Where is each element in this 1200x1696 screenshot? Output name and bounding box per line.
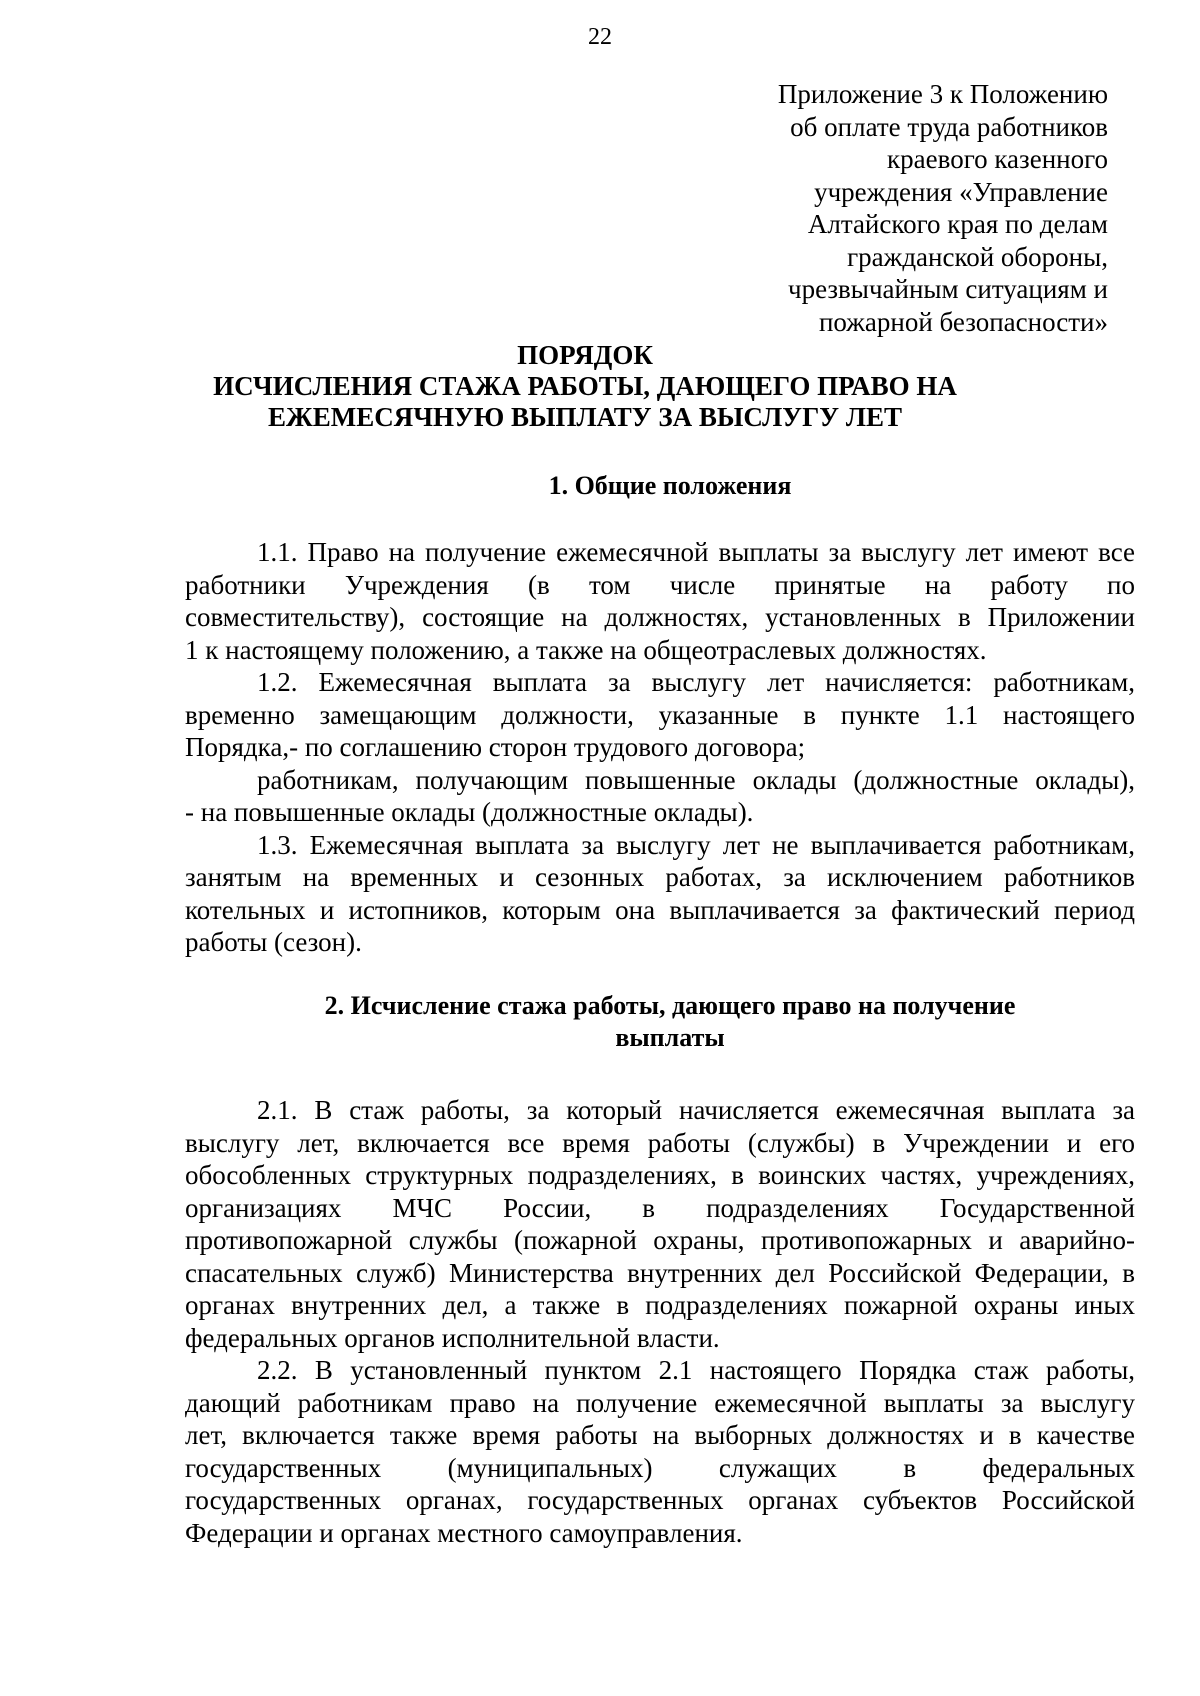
appendix-line: Алтайского края по делам bbox=[807, 209, 1108, 239]
text-line: котельных и истопников, которым она выплачивается за фактический период bbox=[185, 894, 1135, 925]
text-line: работникам, получающим повышенные оклады (должностные оклады), bbox=[257, 764, 1135, 795]
appendix-line: чрезвычайным ситуациям и bbox=[788, 274, 1108, 304]
title-line: ЕЖЕМЕСЯЧНУЮ ВЫПЛАТУ ЗА ВЫСЛУГУ ЛЕТ bbox=[268, 402, 902, 432]
appendix-line: об оплате труда работников bbox=[790, 111, 1108, 142]
text-line: дающий работникам право на получение ежемесячной выплаты за выслугу bbox=[185, 1387, 1135, 1418]
text-line: 1.2. Ежемесячная выплата за выслугу лет начисляется: работникам, bbox=[257, 667, 1135, 697]
text-line: 2.2. В установленный пунктом 2.1 настоящего Порядка стаж работы, bbox=[257, 1355, 1135, 1385]
section-1-heading: 1. Общие положения bbox=[548, 471, 792, 500]
text-line: работники Учреждения (в том числе принятые на работу по bbox=[185, 569, 1135, 600]
text-line: Порядка,- по соглашению сторон трудового договора; bbox=[185, 732, 806, 762]
text-line: противопожарной службы (пожарной охраны, противопожарных и аварийно- bbox=[185, 1225, 1135, 1255]
text-line: 2.1. В стаж работы, за который начисляется ежемесячная выплата за bbox=[257, 1095, 1135, 1125]
title-line: ИСЧИСЛЕНИЯ СТАЖА РАБОТЫ, ДАЮЩЕГО ПРАВО НА bbox=[213, 371, 957, 401]
section-1-body bbox=[185, 536, 1135, 959]
document-title bbox=[150, 340, 1020, 433]
text-line: лет, включается также время работы на выборных должностях и в качестве bbox=[185, 1420, 1135, 1450]
page-number: 22 bbox=[588, 24, 612, 50]
text-line: 1 к настоящему положению, а также на общеотраслевых должностях. bbox=[185, 634, 987, 665]
appendix-line: пожарной безопасности» bbox=[818, 306, 1108, 337]
title-line: ПОРЯДОК bbox=[517, 340, 653, 370]
text-line: федеральных органов исполнительной власти. bbox=[185, 1322, 720, 1353]
appendix-line: гражданской обороны, bbox=[847, 241, 1108, 272]
text-line: государственных (муниципальных) служащих в федеральных bbox=[185, 1452, 1135, 1483]
appendix-line: Приложение 3 к Положению bbox=[777, 79, 1108, 109]
text-line: органах внутренних дел, а также в подразделениях пожарной охраны иных bbox=[185, 1290, 1135, 1320]
text-line: 1.3. Ежемесячная выплата за выслугу лет не выплачивается работникам, bbox=[257, 829, 1135, 860]
text-line: - на повышенные оклады (должностные оклады). bbox=[185, 797, 754, 827]
text-line: выслугу лет, включается все время работы (службы) в Учреждении и его bbox=[185, 1127, 1135, 1158]
text-line: совместительству), состоящие на должностях, установленных в Приложении bbox=[185, 602, 1135, 632]
text-line: обособленных структурных подразделениях, в воинских частях, учреждениях, bbox=[185, 1160, 1135, 1190]
text-line: государственных органах, государственных органах субъектов Российской bbox=[185, 1485, 1135, 1515]
text-line: занятым на временных и сезонных работах, за исключением работников bbox=[185, 862, 1135, 892]
text-line: временно замещающим должности, указанные в пункте 1.1 настоящего bbox=[185, 699, 1135, 730]
text-line: работы (сезон). bbox=[185, 927, 362, 957]
appendix-header bbox=[588, 78, 1108, 338]
appendix-line: краевого казенного bbox=[887, 144, 1108, 174]
section-2-body bbox=[185, 1094, 1135, 1549]
text-line: организациях МЧС России, в подразделениях Государственной bbox=[185, 1192, 1135, 1223]
text-line: спасательных служб) Министерства внутренних дел Российской Федерации, в bbox=[185, 1257, 1135, 1288]
text-line: Федерации и органах местного самоуправления. bbox=[185, 1517, 743, 1548]
section-2-heading: 2. Исчисление стажа работы, дающего право на получение выплаты bbox=[324, 991, 1016, 1052]
appendix-line: учреждения «Управление bbox=[814, 176, 1108, 207]
text-line: 1.1. Право на получение ежемесячной выплаты за выслугу лет имеют все bbox=[257, 537, 1135, 567]
